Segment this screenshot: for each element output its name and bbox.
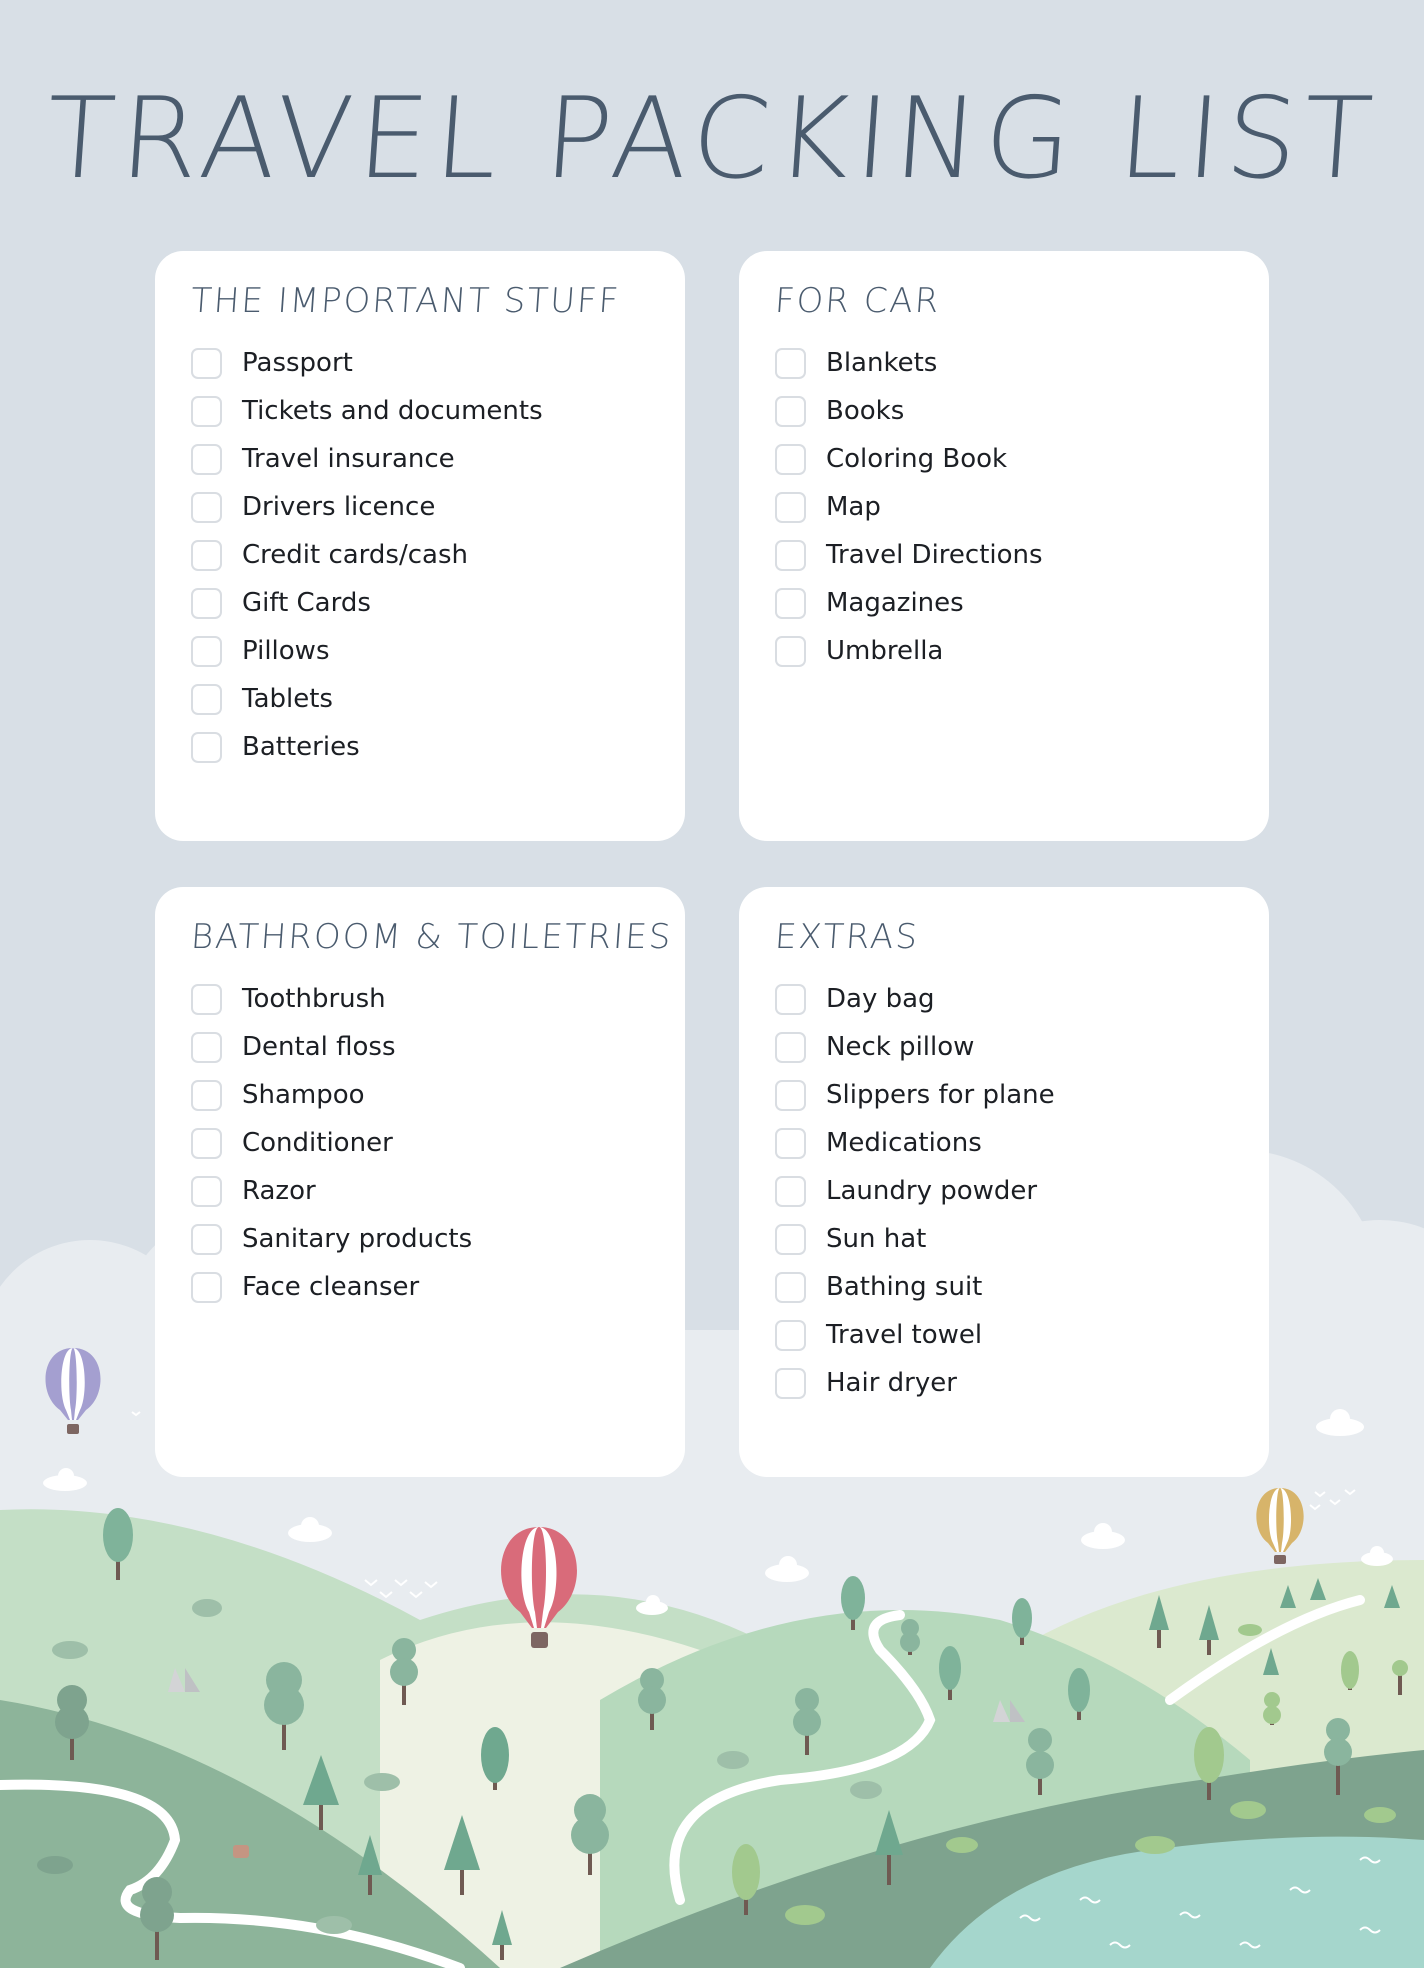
checklist-item[interactable] [191, 387, 649, 435]
item-label: Umbrella [826, 636, 944, 666]
item-label: Credit cards/cash [242, 540, 468, 570]
checkbox-icon[interactable] [775, 396, 806, 427]
checklist-item[interactable] [775, 339, 1233, 387]
checklist-item[interactable] [191, 675, 649, 723]
checkbox-icon[interactable] [191, 396, 222, 427]
checklist [191, 975, 649, 1311]
checkbox-icon[interactable] [775, 1224, 806, 1255]
item-label: Pillows [242, 636, 330, 666]
item-label: Toothbrush [242, 984, 386, 1014]
checkbox-icon[interactable] [775, 1176, 806, 1207]
item-label: Passport [242, 348, 353, 378]
checkbox-icon[interactable] [775, 1272, 806, 1303]
checkbox-icon[interactable] [775, 1128, 806, 1159]
checkbox-icon[interactable] [775, 540, 806, 571]
checklist-item[interactable] [775, 975, 1233, 1023]
section-heading: THE IMPORTANT STUFF [189, 281, 622, 321]
checklist [775, 975, 1233, 1407]
checkbox-icon[interactable] [191, 1032, 222, 1063]
checkbox-icon[interactable] [191, 1272, 222, 1303]
item-label: Medications [826, 1128, 982, 1158]
checkbox-icon[interactable] [191, 348, 222, 379]
item-label: Shampoo [242, 1080, 365, 1110]
item-label: Batteries [242, 732, 360, 762]
checklist [191, 339, 649, 771]
checklist-item[interactable] [191, 579, 649, 627]
item-label: Neck pillow [826, 1032, 975, 1062]
section-heading: EXTRAS [773, 917, 921, 957]
checklist-item[interactable] [191, 1167, 649, 1215]
checkbox-icon[interactable] [775, 1320, 806, 1351]
checkbox-icon[interactable] [775, 492, 806, 523]
section-heading: FOR CAR [773, 281, 942, 321]
item-label: Dental floss [242, 1032, 396, 1062]
checkbox-icon[interactable] [191, 588, 222, 619]
checkbox-icon[interactable] [775, 348, 806, 379]
section-important-stuff [155, 251, 685, 841]
section-bathroom-toiletries [155, 887, 685, 1477]
item-label: Map [826, 492, 881, 522]
item-label: Hair dryer [826, 1368, 957, 1398]
checkbox-icon[interactable] [191, 732, 222, 763]
item-label: Sun hat [826, 1224, 927, 1254]
section-heading: BATHROOM & TOILETRIES [189, 917, 674, 957]
checkbox-icon[interactable] [191, 1080, 222, 1111]
checkbox-icon[interactable] [775, 444, 806, 475]
item-label: Bathing suit [826, 1272, 983, 1302]
item-label: Blankets [826, 348, 938, 378]
checkbox-icon[interactable] [775, 1032, 806, 1063]
checklist-item[interactable] [191, 1215, 649, 1263]
item-label: Travel towel [826, 1320, 983, 1350]
checkbox-icon[interactable] [191, 1128, 222, 1159]
checkbox-icon[interactable] [191, 684, 222, 715]
item-label: Books [826, 396, 905, 426]
checklist-item[interactable] [191, 435, 649, 483]
item-label: Gift Cards [242, 588, 371, 618]
checklist-item[interactable] [191, 1119, 649, 1167]
checklist-item[interactable] [191, 1263, 649, 1311]
checkbox-icon[interactable] [775, 1080, 806, 1111]
checkbox-icon[interactable] [775, 588, 806, 619]
checklist [775, 339, 1233, 675]
item-label: Laundry powder [826, 1176, 1038, 1206]
checklist-item[interactable] [775, 1359, 1233, 1407]
item-label: Travel insurance [242, 444, 455, 474]
checklist-item[interactable] [775, 1119, 1233, 1167]
checklist-item[interactable] [191, 975, 649, 1023]
checklist-item[interactable] [775, 1215, 1233, 1263]
item-label: Travel Directions [826, 540, 1043, 570]
checkbox-icon[interactable] [191, 492, 222, 523]
item-label: Razor [242, 1176, 316, 1206]
checklist-item[interactable] [775, 579, 1233, 627]
page-title: TRAVEL PACKING LIST [41, 74, 1383, 204]
checklist-item[interactable] [775, 627, 1233, 675]
checklist-item[interactable] [775, 387, 1233, 435]
checklist-item[interactable] [775, 531, 1233, 579]
item-label: Coloring Book [826, 444, 1008, 474]
checkbox-icon[interactable] [191, 984, 222, 1015]
checklist-item[interactable] [775, 483, 1233, 531]
checkbox-icon[interactable] [191, 636, 222, 667]
checklist-item[interactable] [775, 435, 1233, 483]
checklist-item[interactable] [775, 1263, 1233, 1311]
checkbox-icon[interactable] [775, 636, 806, 667]
checkbox-icon[interactable] [191, 540, 222, 571]
checklist-item[interactable] [775, 1023, 1233, 1071]
checklist-item[interactable] [775, 1311, 1233, 1359]
section-for-car [739, 251, 1269, 841]
checklist-item[interactable] [191, 1071, 649, 1119]
section-extras [739, 887, 1269, 1477]
item-label: Sanitary products [242, 1224, 473, 1254]
checklist-item[interactable] [775, 1071, 1233, 1119]
checklist-item[interactable] [191, 1023, 649, 1071]
item-label: Conditioner [242, 1128, 393, 1158]
checkbox-icon[interactable] [191, 444, 222, 475]
checkbox-icon[interactable] [191, 1224, 222, 1255]
checklist-item[interactable] [191, 339, 649, 387]
checklist-item[interactable] [191, 531, 649, 579]
item-label: Day bag [826, 984, 935, 1014]
item-label: Slippers for plane [826, 1080, 1055, 1110]
checkbox-icon[interactable] [775, 1368, 806, 1399]
checkbox-icon[interactable] [775, 984, 806, 1015]
checklist-item[interactable] [191, 627, 649, 675]
item-label: Face cleanser [242, 1272, 420, 1302]
checkbox-icon[interactable] [191, 1176, 222, 1207]
item-label: Drivers licence [242, 492, 436, 522]
checklist-item[interactable] [191, 483, 649, 531]
item-label: Magazines [826, 588, 964, 618]
checklist-item[interactable] [775, 1167, 1233, 1215]
item-label: Tickets and documents [242, 396, 543, 426]
checklist-item[interactable] [191, 723, 649, 771]
item-label: Tablets [242, 684, 333, 714]
